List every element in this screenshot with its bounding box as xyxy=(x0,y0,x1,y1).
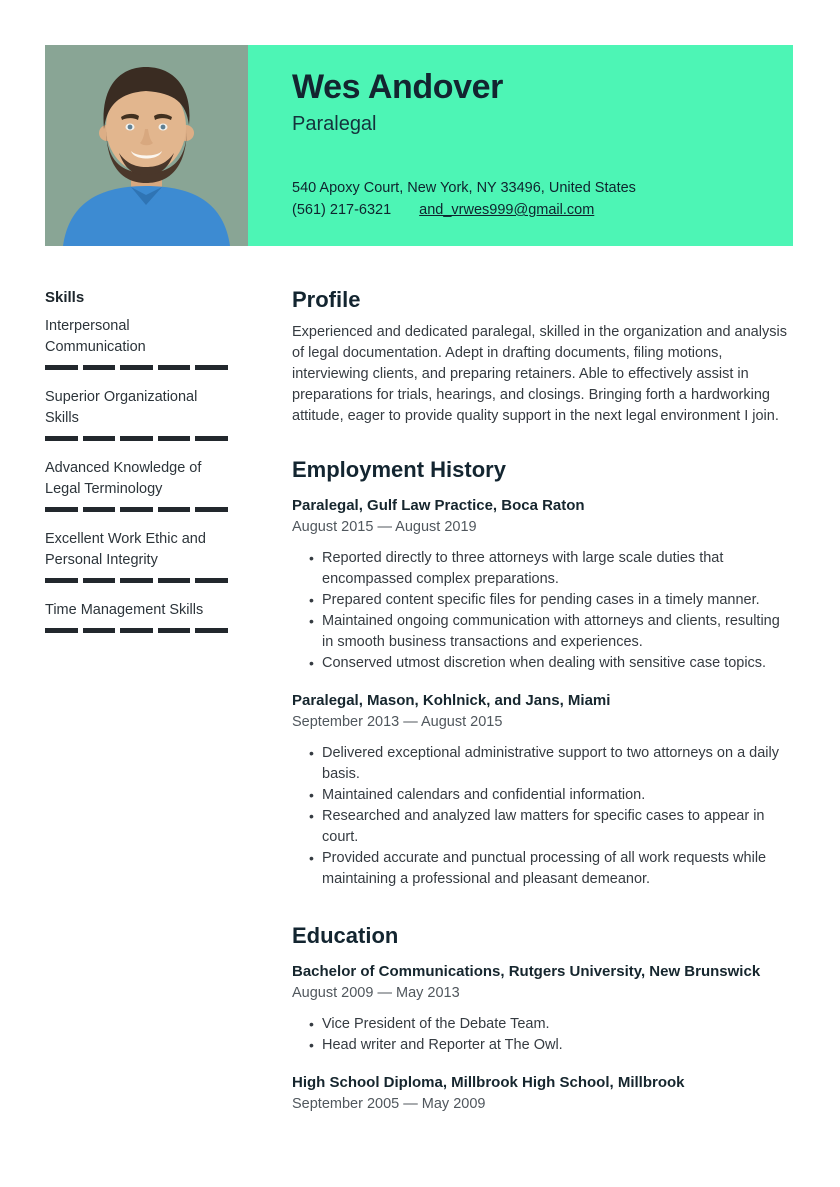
bullet-item: • Conserved utmost discretion when dealing with sensitive case topics. xyxy=(322,653,793,674)
skill-level-segment xyxy=(45,365,78,370)
main-column xyxy=(292,287,793,1115)
skill-item xyxy=(45,600,228,633)
person-name: Wes Andover xyxy=(292,68,503,106)
entry-title: High School Diploma, Millbrook High School, Millbrook xyxy=(292,1074,685,1091)
skills-heading: Skills xyxy=(45,289,85,306)
skill-item xyxy=(45,387,228,441)
skill-level-segment xyxy=(120,628,153,633)
skill-level-segment xyxy=(120,507,153,512)
skill-level-segment xyxy=(45,507,78,512)
phone-number: (561) 217-6321 xyxy=(292,202,392,218)
skill-level-segment xyxy=(45,436,78,441)
skill-name: Excellent Work Ethic and Personal Integrity xyxy=(45,531,206,568)
profile-section xyxy=(292,287,793,427)
skill-level-segment xyxy=(83,628,116,633)
skill-level-segment xyxy=(158,365,191,370)
skill-level-segment xyxy=(158,436,191,441)
skill-level-segment xyxy=(83,436,116,441)
skill-level-bar xyxy=(45,436,228,441)
skill-level-segment xyxy=(83,578,116,583)
skill-level-segment xyxy=(45,628,78,633)
history-entry xyxy=(292,495,793,674)
bullet-item: • Vice President of the Debate Team. xyxy=(322,1014,793,1035)
profile-photo xyxy=(45,45,248,246)
skill-level-segment xyxy=(120,578,153,583)
bullet-item: • Head writer and Reporter at The Owl. xyxy=(322,1035,793,1056)
person-job-title: Paralegal xyxy=(292,113,377,135)
skill-level-segment xyxy=(83,365,116,370)
skill-level-segment xyxy=(45,578,78,583)
skill-name: Time Management Skills xyxy=(45,602,204,618)
entry-dates: August 2009 — May 2013 xyxy=(292,985,460,1001)
skill-level-bar xyxy=(45,365,228,370)
skill-level-segment xyxy=(195,578,228,583)
skill-level-segment xyxy=(158,507,191,512)
bullet-item: • Reported directly to three attorneys with large scale duties that encompassed complex preparations. xyxy=(322,548,793,590)
profile-heading: Profile xyxy=(292,287,361,312)
resume-header xyxy=(248,45,793,246)
phone-email-line xyxy=(292,199,765,221)
skill-level-segment xyxy=(195,628,228,633)
entry-bullets xyxy=(292,1014,793,1056)
bullet-item: • Provided accurate and punctual processing of all work requests while maintaining a professional and pleasant demeanor. xyxy=(322,848,793,890)
profile-text: Experienced and dedicated paralegal, skilled in the organization and analysis of legal documentation. Adept in drafting documents, filing motions, interviewing clients, and preparing retainers. Able to effectively assist in preparations for trials, hearings, and closings. Bringing forth a hardworking attitude, eager to provide quality support in the next legal environment I join. xyxy=(292,324,787,424)
entry-dates: September 2005 — May 2009 xyxy=(292,1096,486,1112)
skill-level-segment xyxy=(195,507,228,512)
entry-dates: September 2013 — August 2015 xyxy=(292,714,503,730)
bullet-item: • Maintained ongoing communication with attorneys and clients, resulting in smooth business transactions and experiences. xyxy=(322,611,793,653)
entry-title: Paralegal, Gulf Law Practice, Boca Raton xyxy=(292,497,585,514)
portrait-illustration xyxy=(45,45,248,246)
skill-level-segment xyxy=(195,436,228,441)
contact-info xyxy=(292,177,765,221)
skill-level-bar xyxy=(45,578,228,583)
skill-item xyxy=(45,529,228,583)
employment-heading: Employment History xyxy=(292,457,506,482)
skill-level-bar xyxy=(45,628,228,633)
skill-level-segment xyxy=(120,436,153,441)
education-heading: Education xyxy=(292,923,399,948)
schools-list xyxy=(292,961,793,1115)
entry-dates: August 2015 — August 2019 xyxy=(292,519,477,535)
skill-name: Superior Organizational Skills xyxy=(45,389,198,426)
employment-section xyxy=(292,457,793,890)
skill-level-segment xyxy=(158,578,191,583)
skill-level-segment xyxy=(158,628,191,633)
entry-bullets xyxy=(292,548,793,674)
skill-item xyxy=(45,316,228,370)
education-section xyxy=(292,923,793,1115)
skill-name: Advanced Knowledge of Legal Terminology xyxy=(45,460,202,497)
history-entry xyxy=(292,961,793,1056)
skill-level-bar xyxy=(45,507,228,512)
skill-item xyxy=(45,458,228,512)
entry-title: Paralegal, Mason, Kohlnick, and Jans, Miami xyxy=(292,692,611,709)
skill-level-segment xyxy=(195,365,228,370)
entry-title: Bachelor of Communications, Rutgers University, New Brunswick xyxy=(292,963,761,980)
skill-level-segment xyxy=(83,507,116,512)
bullet-item: • Delivered exceptional administrative support to two attorneys on a daily basis. xyxy=(322,743,793,785)
history-entry xyxy=(292,1072,793,1115)
history-entry xyxy=(292,690,793,890)
jobs-list xyxy=(292,495,793,890)
skills-list xyxy=(45,316,228,633)
email-link[interactable]: and_vrwes999@gmail.com xyxy=(419,202,595,218)
sidebar xyxy=(45,288,228,650)
skill-name: Interpersonal Communication xyxy=(45,318,146,355)
bullet-item: • Maintained calendars and confidential information. xyxy=(322,785,793,806)
bullet-item: • Researched and analyzed law matters for specific cases to appear in court. xyxy=(322,806,793,848)
bullet-item: • Prepared content specific files for pending cases in a timely manner. xyxy=(322,590,793,611)
entry-bullets xyxy=(292,743,793,890)
skill-level-segment xyxy=(120,365,153,370)
address-line: 540 Apoxy Court, New York, NY 33496, United States xyxy=(292,180,636,196)
